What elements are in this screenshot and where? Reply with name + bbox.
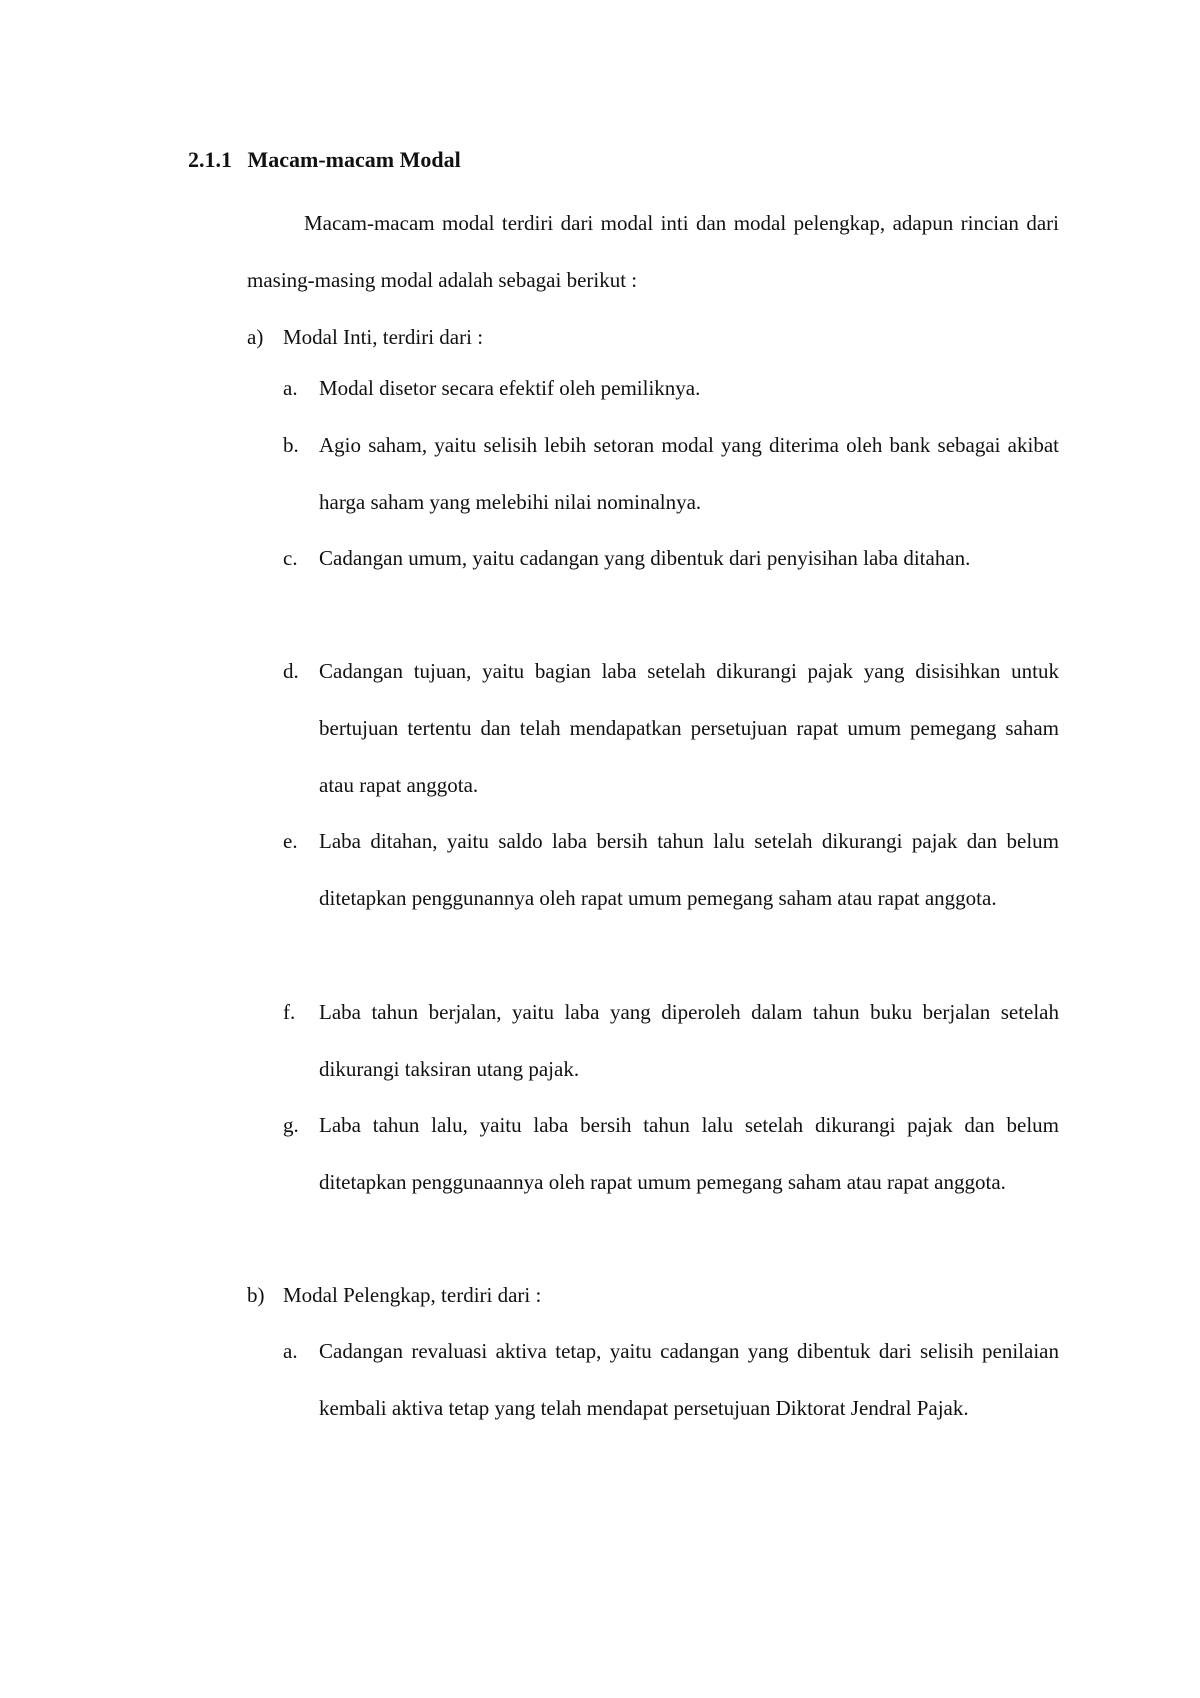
- list-item-text: Laba tahun berjalan, yaitu laba yang diperoleh dalam tahun buku berjalan setelah dikurangi taksiran utang pajak.: [319, 1000, 1059, 1081]
- group-modal-inti: [247, 309, 1059, 366]
- list-item-text: Laba tahun lalu, yaitu laba bersih tahun lalu setelah dikurangi pajak dan belum ditetapkan penggunaannya oleh rapat umum pemegang saham atau rapat anggota.: [319, 1113, 1059, 1194]
- list-item-marker: a.: [283, 376, 298, 400]
- list-item-text: Laba ditahan, yaitu saldo laba bersih tahun lalu setelah dikurangi pajak dan belum ditetapkan penggunannya oleh rapat umum pemegang saham atau rapat anggota.: [319, 829, 1059, 910]
- list-item-text: Modal disetor secara efektif oleh pemiliknya.: [319, 376, 701, 400]
- intro-paragraph: Macam-macam modal terdiri dari modal inti dan modal pelengkap, adapun rincian dari masing-masing modal adalah sebagai berikut :: [247, 211, 1059, 292]
- list-item-marker: f.: [283, 1000, 296, 1024]
- section-title: Macam-macam Modal: [247, 147, 461, 172]
- list-item-marker: c.: [283, 546, 298, 570]
- list-item-marker: b.: [283, 433, 299, 457]
- section-number: 2.1.1: [188, 147, 232, 172]
- list-item-marker: d.: [283, 659, 299, 683]
- list-item-marker: g.: [283, 1113, 299, 1137]
- list-item-text: Cadangan revaluasi aktiva tetap, yaitu cadangan yang dibentuk dari selisih penilaian kembali aktiva tetap yang telah mendapat persetujuan Diktorat Jendral Pajak.: [319, 1339, 1059, 1420]
- list-item: [283, 1097, 1059, 1211]
- list-item: [283, 813, 1059, 927]
- list-item: [283, 530, 1059, 587]
- group-label: Modal Pelengkap, terdiri dari :: [283, 1283, 542, 1307]
- list-item: [283, 1323, 1059, 1437]
- list-item: [283, 417, 1059, 531]
- group-label: Modal Inti, terdiri dari :: [283, 325, 484, 349]
- list-item-text: Cadangan tujuan, yaitu bagian laba setelah dikurangi pajak yang disisihkan untuk bertujuan tertentu dan telah mendapatkan persetujuan rapat umum pemegang saham atau rapat anggota.: [319, 659, 1059, 797]
- list-item-marker: a.: [283, 1339, 298, 1363]
- list-item-text: Agio saham, yaitu selisih lebih setoran modal yang diterima oleh bank sebagai akibat harga saham yang melebihi nilai nominalnya.: [319, 433, 1059, 514]
- group-marker: a): [247, 325, 264, 349]
- list-item-marker: e.: [283, 829, 298, 853]
- list-item: [283, 643, 1059, 814]
- section-heading: [188, 145, 461, 175]
- group-modal-pelengkap: [247, 1267, 1059, 1324]
- list-item-text: Cadangan umum, yaitu cadangan yang dibentuk dari penyisihan laba ditahan.: [319, 546, 971, 570]
- list-item: [283, 984, 1059, 1098]
- group-marker: b): [247, 1283, 265, 1307]
- list-item: [283, 360, 1059, 417]
